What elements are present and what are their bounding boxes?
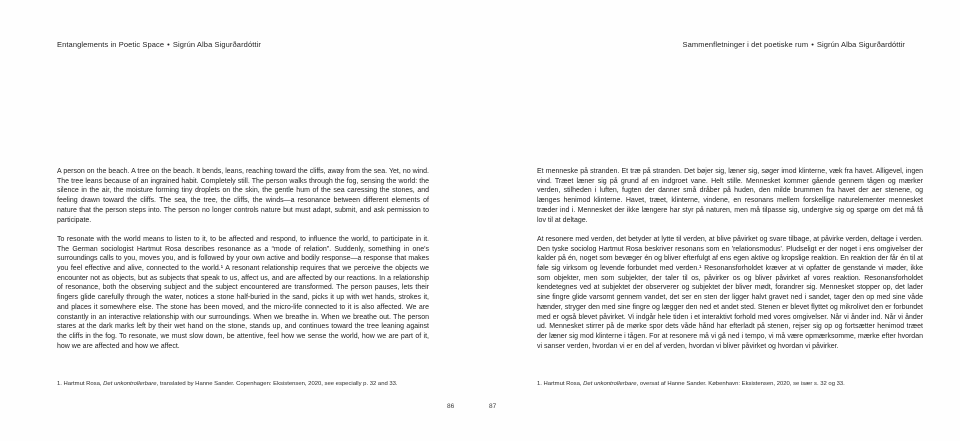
left-footnote-prefix: 1. Hartmut Rosa, (57, 381, 104, 387)
right-paragraph-2: At resonere med verden, det betyder at lytte til verden, at blive påvirket og svare tilbage, at påvirke verden, deltage i verden. Den tyske sociolog Hartmut Rosa beskriver resonans som en 'relationsmodus'. Pludseligt er der noget i ens omgivelser der kalder på én, noget som bevæger én og bliver efterfulgt af ens egen aktive og kropslige reaktion. En reaktion der får én til at føle sig virksom og levende forbundet med verden.¹ Resonansforholdet kræver at vi opfatter de genstande vi møder, ikke som objekter, men som subjekter, der taler til os, påvirker os og bliver påvirket af vores reaktion. Resonansforholdet kendetegnes ved at subjektet der observerer og subjektet der bliver mødt, forandrer sig. Mennesket stopper op, det lader sine fingre glide varsomt gennem vandet, det ser en sten der ligger halvt gravet ned i sandet, tager den op med sine våde hænder, stryger den med sine fingre og lægger den ned et andet sted. Stenen er blevet flyttet og mikrolivet den er forbundet med er også blevet påvirket. Vi indgår hele tiden i et interaktivt forhold med vores omgivelser. Når vi ånder ind. Når vi ånder ud. Mennesket stirrer på de mørke spor dets våde hånd har efterladt på stenen, rejser sig op og fortsætter henimod træet der læner sig mod klinterne i tågen. For at resonere må vi gå ned i tempo, vi må være opmærksomme, mærke efter hvordan vi sanser verden, hvordan vi er en del af verden, hvordan vi bliver påvirket og hvordan vi påvirker. (537, 235, 923, 350)
left-running-head (57, 40, 261, 49)
left-chapter-title: Entanglements in Poetic Space (57, 40, 165, 49)
left-footnote-work-title: Det unkontrollerbare (103, 381, 157, 387)
right-footnote-work-title: Det unkontrollerbare (583, 381, 637, 387)
left-paragraph-2: To resonate with the world means to listen to it, to be affected and respond, to influence the world, to participate in it. The German sociologist Hartmut Rosa describes resonance as a “mode of relation”. Suddenly, something in one's surroundings calls to you, moves you, and is followed by your own active and bodily response—a response that makes you feel effective and alive, connected to the world.¹ A resonant relationship requires that we perceive the objects we encounter not as objects, but as subjects that speak to us, affect us, and are affected by our reactions. In a relationship of resonance, both the observing subject and the subject encountered are transformed. The person pauses, lets their fingers glide carefully through the water, notices a stone half-buried in the sand, picks it up with wet hands, strokes it, and places it somewhere else. The stone has been moved, and the micro-life connected to it is also affected. We are constantly in an interactive relationship with our surroundings. When we breathe in. When we breathe out. The person stares at the dark marks left by their wet hand on the stone, stands up, and continues toward the tree leaning against the cliffs in the fog. To resonate, we must slow down, be attentive, feel how we sense the world, how we are part of it, how we are affected and how we affect. (57, 235, 429, 350)
left-footnote-suffix: , translated by Hanne Sander. Copenhagen: Eksistensen, 2020, see especially p. 32 and 33. (156, 381, 398, 387)
left-author-name: Sigrún Alba Sigurðardóttir (172, 40, 261, 49)
right-author-name: Sigrún Alba Sigurðardóttir (816, 40, 905, 49)
left-page-body (57, 167, 429, 361)
left-footnote (57, 381, 429, 389)
right-running-head (683, 40, 905, 49)
right-chapter-title: Sammenfletninger i det poetiske rum (682, 40, 809, 49)
right-footnote-suffix: , oversat af Hanne Sander. København: Eksistensen, 2020, se især s. 32 og 33. (636, 381, 845, 387)
right-footnote-prefix: 1. Hartmut Rosa, (537, 381, 584, 387)
bullet-separator: • (167, 40, 170, 49)
bullet-separator: • (811, 40, 814, 49)
right-footnote (537, 381, 923, 389)
right-page-body (537, 167, 923, 361)
right-page-number: 87 (489, 403, 497, 410)
right-paragraph-1: Et menneske på stranden. Et træ på stranden. Det bøjer sig, læner sig, søger imod klinterne, væk fra havet. Alligevel, ingen vind. Træet læner sig på grund af en indgroet vane. Helt stille. Mennesket kommer gående gennem tågen og mærker verden, stilheden i luften, fugten der danner små dråber på huden, den milde brummen fra havet der aer stenene, og længes henimod klinterne. Havet, træet, klinterne, vindene, en resonans mellem forskellige naturelementer mennesket træder ind i. Mennesket der ikke længere har styr på naturen, men må tilpasse sig, undergive sig og spørge om det må få lov til at deltage. (537, 168, 923, 224)
left-paragraph-1: A person on the beach. A tree on the beach. It bends, leans, reaching toward the cliffs, away from the sea. Yet, no wind. The tree leans because of an ingrained habit. Completely still. The person walks through the fog, sensing the world: the silence in the air, the moisture forming tiny droplets on the skin, the gentle hum of the sea caressing the stones, and feeling drawn toward the cliffs. The sea, the tree, the cliffs, the winds—a resonance between different elements of nature that the person steps into. The person no longer controls nature but must adapt, submit, and ask permission to participate. (57, 168, 429, 224)
left-page-number: 86 (447, 403, 455, 410)
